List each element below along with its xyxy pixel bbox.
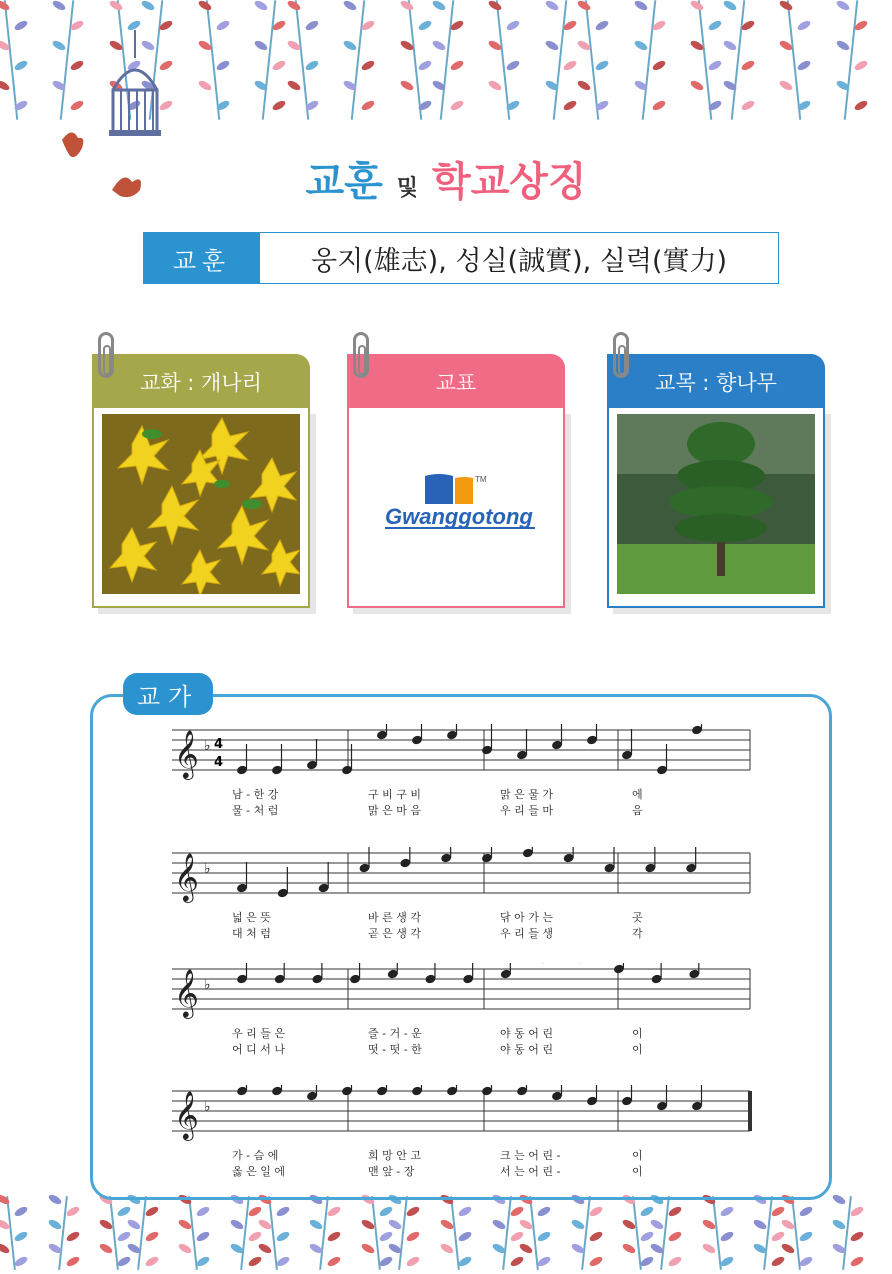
forsythia-photo — [102, 414, 300, 594]
lyric-text: 서 는 어 린 - — [500, 1165, 561, 1178]
school-tree-card — [607, 340, 825, 612]
paperclip-icon — [353, 332, 369, 378]
title-part-motto: 교훈 — [305, 159, 383, 205]
school-flower-card — [92, 340, 310, 612]
title-part-and: 및 — [396, 176, 418, 201]
music-staff — [172, 847, 752, 907]
lyric-text: 우 리 들 은 — [232, 1027, 285, 1040]
paperclip-icon — [98, 332, 114, 378]
motto-box — [143, 232, 779, 284]
school-tree-title: 교목 : 향나무 — [607, 354, 825, 410]
lyric-text: 옳 은 일 에 — [232, 1165, 285, 1178]
logo-text: Gwanggotong — [385, 504, 533, 529]
music-staff — [172, 1085, 752, 1145]
lyric-text: 어 디 서 나 — [232, 1043, 285, 1056]
lyric-text: 에 — [632, 788, 643, 801]
music-staff — [172, 724, 752, 784]
lyric-text: 음 — [632, 804, 643, 817]
lyric-text: 곳 — [632, 911, 643, 924]
svg-text:𝄞: 𝄞 — [174, 729, 199, 778]
school-song-label: 교가 — [123, 673, 213, 715]
motto-text: 웅지(雄志), 성실(誠實), 실력(實力) — [310, 245, 728, 277]
svg-text:4: 4 — [214, 737, 224, 752]
lyric-text: 즐 - 거 - 운 — [368, 1027, 422, 1040]
svg-text:𝄞: 𝄞 — [174, 852, 199, 901]
lyric-text: 각 — [632, 927, 643, 940]
lyric-text: 이 — [632, 1027, 643, 1040]
svg-text:♭: ♭ — [204, 738, 211, 754]
svg-text:𝄞: 𝄞 — [174, 1090, 199, 1139]
svg-text:♭: ♭ — [204, 861, 211, 877]
music-staff — [172, 963, 752, 1023]
svg-text:4: 4 — [214, 755, 224, 770]
lyric-text: 우 리 들 생 — [500, 927, 553, 940]
lyric-text: 구 비 구 비 — [368, 788, 421, 801]
lyric-text: 크 는 어 린 - — [500, 1149, 561, 1162]
lyric-text: 야 동 어 린 — [500, 1027, 553, 1040]
lyric-text: 이 — [632, 1149, 643, 1162]
school-logo — [377, 468, 547, 538]
lyric-text: 맨 앞 - 장 — [368, 1165, 415, 1178]
lyric-text: 남 - 한 강 — [232, 788, 279, 801]
lyric-text: 야 동 어 린 — [500, 1043, 553, 1056]
page-title — [0, 150, 892, 207]
svg-text:𝄞: 𝄞 — [174, 968, 199, 1017]
lyric-text: 닦 아 가 는 — [500, 911, 553, 924]
title-part-symbols: 학교상징 — [431, 159, 587, 205]
lyric-text: 바 른 생 각 — [368, 911, 421, 924]
lyric-text: 이 — [632, 1165, 643, 1178]
birdcage-icon — [105, 30, 165, 140]
lyric-text: 곧 은 생 각 — [368, 927, 421, 940]
juniper-tree-photo — [617, 414, 815, 594]
school-emblem-card — [347, 340, 565, 612]
logo-tm: TM — [475, 475, 487, 484]
paperclip-icon — [613, 332, 629, 378]
svg-text:♭: ♭ — [204, 1099, 211, 1115]
svg-text:♭: ♭ — [204, 977, 211, 993]
lyric-text: 이 — [632, 1043, 643, 1056]
lyric-text: 맑 은 물 가 — [500, 788, 553, 801]
lyric-text: 넓 은 뜻 — [232, 911, 271, 924]
lyric-text: 대 처 럼 — [232, 927, 271, 940]
lyric-text: 물 - 처 럼 — [232, 804, 279, 817]
school-emblem-title: 교표 — [347, 354, 565, 410]
lyric-text: 희 망 안 고 — [368, 1149, 421, 1162]
school-flower-title: 교화 : 개나리 — [92, 354, 310, 410]
lyric-text: 우 리 들 마 — [500, 804, 553, 817]
lyric-text: 맑 은 마 음 — [368, 804, 421, 817]
lyric-text: 가 - 슴 에 — [232, 1149, 279, 1162]
motto-label: 교훈 — [144, 233, 260, 283]
lyric-text: 떳 - 떳 - 한 — [368, 1043, 422, 1056]
